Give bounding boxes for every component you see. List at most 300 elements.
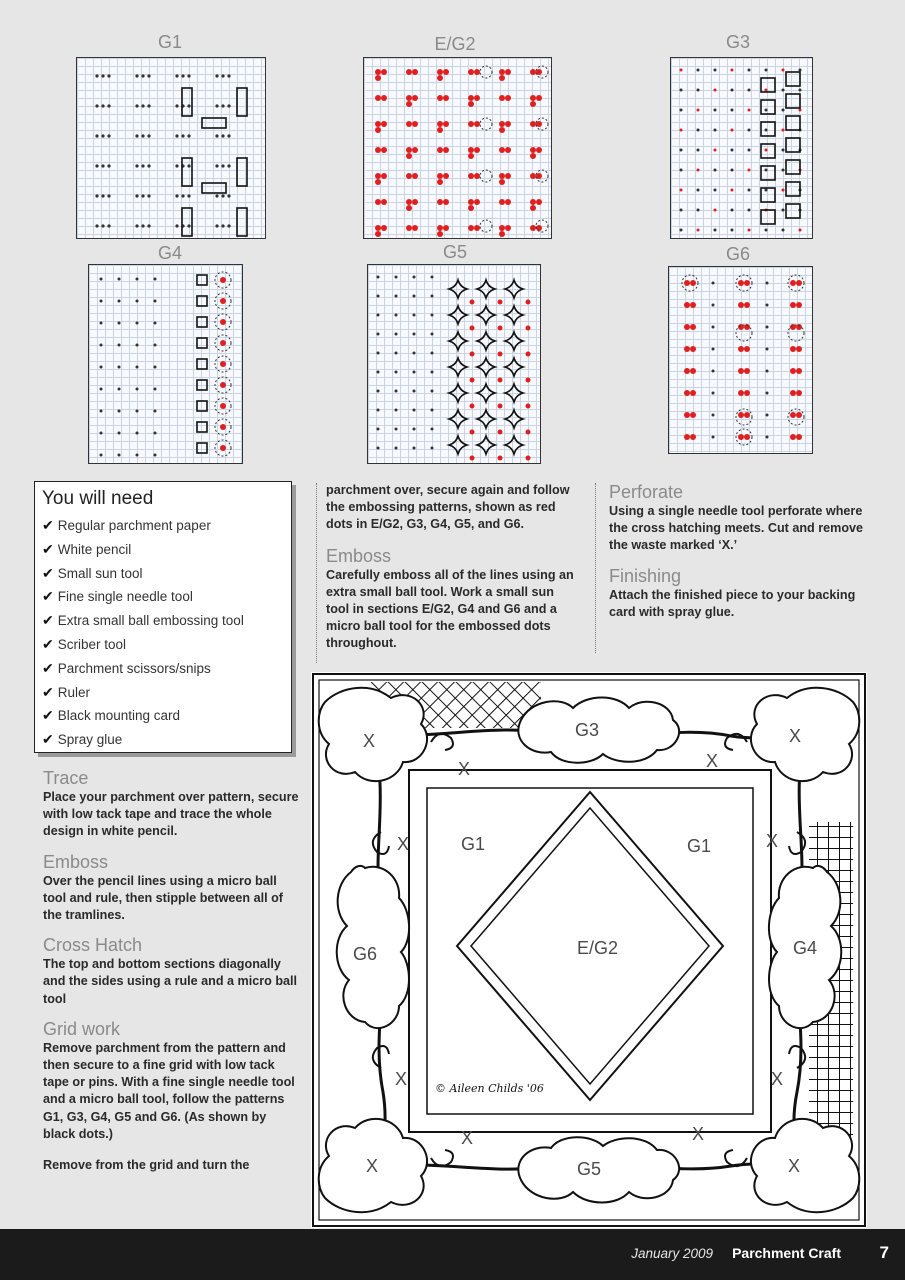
red-dot — [412, 121, 418, 127]
red-dot — [526, 352, 531, 357]
black-dot — [118, 432, 121, 435]
need-item-label: Parchment scissors/snips — [57, 660, 211, 676]
need-item — [42, 538, 291, 562]
red-dot — [468, 69, 474, 75]
black-dot — [680, 209, 683, 212]
pattern-label-eg2: E/G2 — [577, 938, 619, 958]
black-dot — [712, 326, 715, 329]
red-dot — [505, 121, 511, 127]
black-dot — [712, 282, 715, 285]
star-shape — [449, 306, 467, 324]
black-dot — [395, 314, 398, 317]
black-dot — [395, 409, 398, 412]
red-dot — [437, 121, 443, 127]
need-item — [42, 633, 291, 657]
black-dot — [731, 169, 734, 172]
black-dot — [100, 344, 103, 347]
star-shape — [505, 410, 523, 428]
black-dot — [181, 134, 184, 137]
black-dot — [680, 169, 683, 172]
drawn-square — [761, 100, 775, 114]
black-dot — [714, 229, 717, 232]
red-dot — [499, 127, 505, 133]
black-dot — [118, 322, 121, 325]
star-shape — [505, 384, 523, 402]
drawn-square — [761, 78, 775, 92]
red-dot — [790, 368, 796, 374]
need-item-label: Black mounting card — [57, 708, 181, 724]
drawn-square — [182, 158, 192, 186]
need-item-label: Regular parchment paper — [57, 518, 211, 533]
black-dot — [141, 104, 144, 107]
grid-panel-g5 — [367, 264, 541, 464]
red-dot — [470, 430, 475, 435]
red-dot — [530, 225, 536, 231]
red-dot — [765, 149, 768, 152]
black-dot — [221, 194, 224, 197]
black-dot — [136, 344, 139, 347]
black-dot — [431, 352, 434, 355]
drawn-square — [786, 72, 800, 86]
star-shape — [505, 436, 523, 454]
drawn-square — [197, 338, 207, 348]
drawn-square — [761, 122, 775, 136]
red-dot — [790, 346, 796, 352]
star-shape — [449, 280, 467, 298]
black-dot — [141, 224, 144, 227]
black-dot — [697, 209, 700, 212]
red-dot — [731, 189, 734, 192]
black-dot — [799, 69, 802, 72]
need-item — [42, 681, 291, 705]
red-dot — [443, 225, 449, 231]
red-dot — [375, 121, 381, 127]
need-item-label: Small sun tool — [57, 565, 143, 581]
red-dot — [505, 173, 511, 179]
drawn-square — [761, 210, 775, 224]
black-dot — [136, 410, 139, 413]
black-dot — [154, 388, 157, 391]
red-dot — [530, 173, 536, 179]
red-dot — [406, 153, 412, 159]
red-dot — [796, 302, 802, 308]
check-icon: ✔ — [42, 659, 54, 676]
black-dot — [766, 326, 769, 329]
red-dot — [790, 434, 796, 440]
red-dot — [375, 75, 381, 81]
black-dot — [154, 344, 157, 347]
black-dot — [377, 295, 380, 298]
black-dot — [714, 69, 717, 72]
grid-label-eg2: E/G2 — [434, 34, 476, 54]
black-dot — [765, 129, 768, 132]
red-dot — [680, 189, 683, 192]
black-dot — [731, 209, 734, 212]
red-dot — [381, 147, 387, 153]
section-text: Place your parchment over pattern, secure with low tack tape and trace the whole design in white pencil. — [43, 790, 299, 839]
pattern-x-label: X — [363, 731, 376, 751]
black-dot — [118, 454, 121, 457]
red-dot — [412, 95, 418, 101]
black-dot — [431, 428, 434, 431]
need-item-label: White pencil — [57, 541, 132, 557]
red-dot — [468, 147, 474, 153]
footer-date: January 2009 — [631, 1246, 713, 1261]
star-shape — [477, 306, 495, 324]
black-dot — [154, 322, 157, 325]
red-dot — [526, 404, 531, 409]
red-dot — [498, 430, 503, 435]
black-dot — [135, 134, 138, 137]
black-dot — [107, 224, 110, 227]
drawn-square — [786, 116, 800, 130]
section-text: The top and bottom sections diagonally and the sides using a rule and a micro ball tool — [43, 957, 298, 1006]
red-dot — [474, 147, 480, 153]
black-dot — [118, 388, 121, 391]
red-dot — [738, 434, 744, 440]
section-text: Remove parchment from the pattern and then secure to a fine grid with low tack tape or pins. With a fine single needle tool and a micro ball tool, follow the patterns G1, G3, G4, G5 and G6. (As shown by black dots.) — [43, 1040, 295, 1141]
red-dot — [738, 390, 744, 396]
black-dot — [413, 295, 416, 298]
black-dot — [712, 304, 715, 307]
black-dot — [101, 194, 104, 197]
black-dot — [215, 164, 218, 167]
red-dot — [738, 302, 744, 308]
section-heading: Perforate — [609, 482, 684, 502]
red-dot — [381, 121, 387, 127]
red-dot — [738, 368, 744, 374]
red-dot — [381, 95, 387, 101]
black-dot — [680, 89, 683, 92]
black-dot — [118, 278, 121, 281]
red-dot — [220, 382, 226, 388]
drawn-square — [197, 359, 207, 369]
drawn-square — [197, 443, 207, 453]
black-dot — [154, 432, 157, 435]
black-dot — [712, 392, 715, 395]
black-dot — [731, 229, 734, 232]
black-dot — [136, 432, 139, 435]
red-dot — [536, 95, 542, 101]
section-heading: Finishing — [609, 565, 682, 586]
red-dot — [406, 199, 412, 205]
red-dot — [697, 229, 700, 232]
red-dot — [796, 346, 802, 352]
red-dot — [412, 147, 418, 153]
black-dot — [135, 164, 138, 167]
black-dot — [748, 89, 751, 92]
black-dot — [215, 74, 218, 77]
black-dot — [147, 134, 150, 137]
drawn-square — [197, 317, 207, 327]
red-dot — [744, 412, 750, 418]
red-dot — [443, 199, 449, 205]
black-dot — [118, 344, 121, 347]
check-icon: ✔ — [42, 588, 54, 605]
black-dot — [697, 129, 700, 132]
need-item — [42, 609, 291, 633]
black-dot — [413, 314, 416, 317]
black-dot — [766, 436, 769, 439]
red-dot — [530, 153, 536, 159]
black-dot — [221, 164, 224, 167]
drawn-square — [197, 296, 207, 306]
red-dot — [468, 121, 474, 127]
drawn-square — [786, 182, 800, 196]
star-shape — [449, 332, 467, 350]
black-dot — [431, 390, 434, 393]
grid-label-g5: G5 — [442, 242, 467, 262]
need-item — [42, 704, 291, 728]
grid-label-g1: G1 — [157, 32, 182, 52]
drawn-square — [786, 204, 800, 218]
black-dot — [431, 409, 434, 412]
red-dot — [690, 324, 696, 330]
black-dot — [714, 129, 717, 132]
red-dot — [799, 109, 802, 112]
red-dot — [498, 378, 503, 383]
red-dot — [474, 95, 480, 101]
red-dot — [470, 404, 475, 409]
red-dot — [437, 95, 443, 101]
black-dot — [181, 194, 184, 197]
red-dot — [412, 225, 418, 231]
pattern-label-g4: G4 — [793, 938, 818, 958]
black-dot — [712, 436, 715, 439]
black-dot — [154, 410, 157, 413]
red-dot — [468, 173, 474, 179]
red-dot — [220, 424, 226, 430]
check-icon: ✔ — [42, 731, 54, 748]
black-dot — [765, 169, 768, 172]
section-text: Carefully emboss all of the lines using an extra small ball tool. Work a small sun tool in sections E/G2, G4 and G6 and a micro ball tool for the embossed dots throughout. — [326, 567, 574, 651]
red-dot — [744, 390, 750, 396]
red-dot — [530, 199, 536, 205]
red-dot — [499, 199, 505, 205]
black-dot — [395, 333, 398, 336]
black-dot — [712, 414, 715, 417]
black-dot — [748, 69, 751, 72]
red-dot — [744, 346, 750, 352]
black-dot — [187, 134, 190, 137]
red-dot — [684, 302, 690, 308]
drawn-square — [182, 88, 192, 116]
black-dot — [136, 454, 139, 457]
black-dot — [377, 314, 380, 317]
black-dot — [187, 224, 190, 227]
black-dot — [154, 278, 157, 281]
red-dot — [375, 69, 381, 75]
red-dot — [375, 231, 381, 237]
black-dot — [377, 428, 380, 431]
black-dot — [136, 278, 139, 281]
you-will-need-box — [34, 481, 292, 753]
black-dot — [135, 224, 138, 227]
red-dot — [474, 69, 480, 75]
black-dot — [215, 224, 218, 227]
pattern-x-label: X — [789, 726, 802, 746]
black-dot — [714, 189, 717, 192]
red-dot — [536, 199, 542, 205]
red-dot — [744, 280, 750, 286]
red-dot — [499, 225, 505, 231]
black-dot — [431, 371, 434, 374]
black-dot — [175, 134, 178, 137]
black-dot — [748, 189, 751, 192]
red-dot — [680, 129, 683, 132]
red-dot — [443, 147, 449, 153]
red-dot — [220, 445, 226, 451]
red-dot — [412, 173, 418, 179]
red-dot — [375, 199, 381, 205]
section — [43, 935, 299, 1008]
black-dot — [748, 209, 751, 212]
black-dot — [107, 104, 110, 107]
black-dot — [714, 109, 717, 112]
need-item-label: Ruler — [57, 684, 90, 700]
right-column — [609, 482, 864, 632]
black-dot — [107, 74, 110, 77]
red-dot — [406, 205, 412, 211]
black-dot — [100, 432, 103, 435]
red-dot — [443, 173, 449, 179]
red-dot — [526, 430, 531, 435]
red-dot — [526, 378, 531, 383]
black-dot — [95, 164, 98, 167]
red-dot — [437, 173, 443, 179]
drawn-square — [761, 188, 775, 202]
black-dot — [141, 164, 144, 167]
black-dot — [215, 134, 218, 137]
black-dot — [215, 194, 218, 197]
check-icon: ✔ — [42, 635, 54, 652]
red-dot — [782, 69, 785, 72]
black-dot — [100, 300, 103, 303]
red-dot — [375, 173, 381, 179]
black-dot — [766, 348, 769, 351]
red-dot — [714, 209, 717, 212]
pattern-label-g5: G5 — [577, 1159, 602, 1179]
black-dot — [712, 348, 715, 351]
red-dot — [437, 127, 443, 133]
red-dot — [474, 173, 480, 179]
red-dot — [220, 319, 226, 325]
black-dot — [147, 224, 150, 227]
pattern-x-label: X — [458, 759, 471, 779]
red-dot — [474, 199, 480, 205]
black-dot — [377, 371, 380, 374]
black-dot — [175, 194, 178, 197]
black-dot — [413, 409, 416, 412]
need-item-label: Extra small ball embossing tool — [57, 613, 244, 629]
section-text: Attach the finished piece to your backing card with spray glue. — [609, 587, 856, 619]
black-dot — [431, 295, 434, 298]
red-dot — [530, 101, 536, 107]
black-dot — [141, 134, 144, 137]
red-dot — [731, 129, 734, 132]
red-dot — [782, 129, 785, 132]
red-dot — [406, 225, 412, 231]
pattern-x-label: X — [766, 831, 779, 851]
need-item-label: Spray glue — [57, 732, 123, 748]
black-dot — [714, 169, 717, 172]
black-dot — [377, 352, 380, 355]
red-dot — [375, 127, 381, 133]
red-dot — [744, 368, 750, 374]
grid-label-g3: G3 — [725, 32, 750, 52]
black-dot — [95, 104, 98, 107]
black-dot — [135, 194, 138, 197]
need-item — [42, 657, 291, 681]
black-dot — [782, 229, 785, 232]
drawn-square — [197, 422, 207, 432]
grid-panel-g3 — [670, 57, 813, 239]
red-dot — [530, 95, 536, 101]
red-dot — [412, 199, 418, 205]
black-dot — [395, 428, 398, 431]
red-dot — [499, 231, 505, 237]
star-shape — [477, 280, 495, 298]
pattern-x-label: X — [366, 1156, 379, 1176]
drawn-square — [761, 144, 775, 158]
middle-column — [326, 482, 578, 664]
red-dot — [748, 229, 751, 232]
black-dot — [181, 74, 184, 77]
check-icon: ✔ — [42, 517, 54, 533]
red-dot — [796, 434, 802, 440]
red-dot — [381, 69, 387, 75]
red-dot — [468, 101, 474, 107]
black-dot — [107, 164, 110, 167]
red-dot — [474, 225, 480, 231]
black-dot — [118, 366, 121, 369]
red-dot — [536, 225, 542, 231]
red-dot — [437, 199, 443, 205]
black-dot — [395, 295, 398, 298]
red-dot — [499, 179, 505, 185]
red-dot — [690, 280, 696, 286]
star-shape — [477, 358, 495, 376]
red-dot — [697, 109, 700, 112]
black-dot — [377, 333, 380, 336]
red-dot — [220, 403, 226, 409]
red-dot — [684, 368, 690, 374]
you-will-need-list — [42, 514, 291, 752]
section — [43, 852, 299, 925]
black-dot — [95, 224, 98, 227]
pattern-label-g6: G6 — [353, 944, 378, 964]
black-dot — [107, 194, 110, 197]
star-shape — [477, 384, 495, 402]
black-dot — [227, 134, 230, 137]
red-dot — [505, 199, 511, 205]
black-dot — [395, 276, 398, 279]
red-dot — [470, 300, 475, 305]
black-dot — [395, 352, 398, 355]
black-dot — [766, 282, 769, 285]
black-dot — [413, 352, 416, 355]
red-dot — [765, 89, 768, 92]
black-dot — [227, 224, 230, 227]
black-dot — [413, 333, 416, 336]
red-dot — [412, 69, 418, 75]
red-dot — [499, 147, 505, 153]
black-dot — [141, 194, 144, 197]
red-dot — [375, 147, 381, 153]
drawn-square — [786, 138, 800, 152]
black-dot — [227, 74, 230, 77]
red-dot — [437, 231, 443, 237]
